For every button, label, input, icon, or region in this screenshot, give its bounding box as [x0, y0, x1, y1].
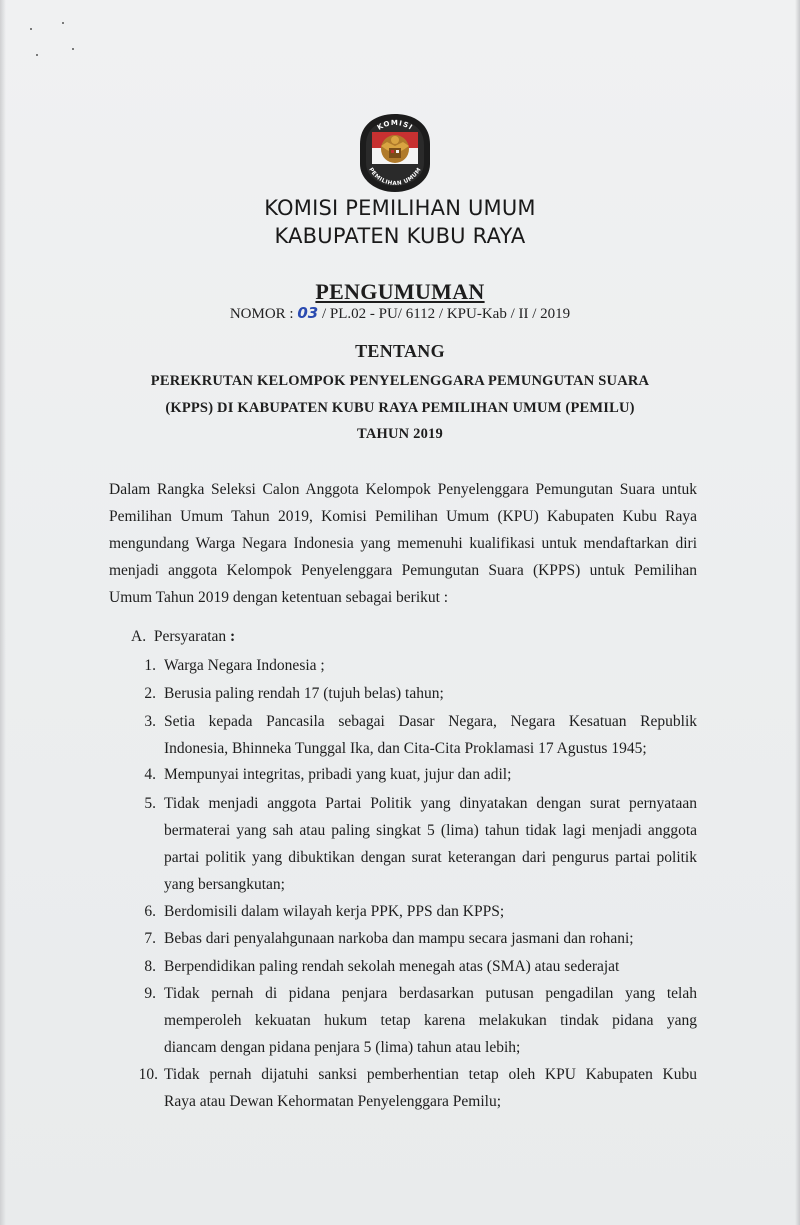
org-name-line2: KABUPATEN KUBU RAYA: [274, 224, 526, 248]
requirement-number: 7.: [144, 930, 156, 947]
requirement-number: 1.: [144, 657, 156, 674]
requirement-text: yang bersangkutan;: [164, 876, 285, 893]
requirement-number: 4.: [144, 766, 156, 783]
tentang-heading: TENTANG: [355, 341, 445, 361]
section-a-label: Persyaratan: [153, 628, 227, 645]
org-name-line1: KOMISI PEMILIHAN UMUM: [264, 196, 536, 220]
subject-line-3: TAHUN 2019: [357, 426, 443, 442]
requirement-number: 3.: [144, 713, 156, 730]
requirement-number: 9.: [144, 985, 156, 1002]
requirement-text: Tidak menjadi anggota Partai Politik yang dinyatakan dengan surat pernyataan: [164, 795, 697, 812]
requirement-text: Berdomisili dalam wilayah kerja PPK, PPS dan KPPS;: [164, 903, 505, 920]
requirement-text: memperoleh kekuatan hukum tetap karena melakukan tindak pidana yang: [164, 1012, 697, 1029]
requirement-number: 2.: [144, 685, 156, 702]
requirement-text: Bebas dari penyalahgunaan narkoba dan mampu secara jasmani dan rohani;: [164, 930, 634, 947]
logo-bottom-text: PEMILIHAN UMUM: [367, 166, 423, 188]
intro-line: Dalam Rangka Seleksi Calon Anggota Kelompok Penyelenggara Pemungutan Suara untuk: [109, 481, 697, 498]
kpu-logo: [356, 112, 434, 194]
requirement-text: Tidak pernah dijatuhi sanksi pemberhentian tetap oleh KPU Kabupaten Kubu: [164, 1066, 697, 1083]
document-number-prefix: NOMOR :: [229, 306, 298, 322]
section-a-letter: A.: [131, 628, 147, 645]
requirement-text: diancam dengan pidana penjara 5 (lima) tahun atau lebih;: [164, 1039, 521, 1056]
requirement-number: 6.: [144, 903, 156, 920]
document-number-suffix: / PL.02 - PU/ 6112 / KPU-Kab / II / 2019: [318, 306, 571, 322]
requirement-text: Warga Negara Indonesia ;: [164, 657, 325, 674]
document-number: [0, 304, 800, 323]
section-a-heading: [131, 628, 235, 646]
section-a-colon: :: [226, 628, 236, 645]
requirement-text: partai politik yang dibuktikan dengan surat keterangan dari pengurus partai politik: [164, 849, 697, 866]
requirement-text: Setia kepada Pancasila sebagai Dasar Negara, Negara Kesatuan Republik: [164, 713, 697, 730]
intro-line: mengundang Warga Negara Indonesia yang memenuhi kualifikasi untuk mendaftarkan diri: [109, 535, 697, 552]
announcement-title: PENGUMUMAN: [315, 279, 485, 304]
requirement-number: 5.: [144, 795, 156, 812]
requirement-text: Raya atau Dewan Kehormatan Penyelenggara Pemilu;: [164, 1093, 502, 1110]
requirement-text: Tidak pernah di pidana penjara berdasarkan putusan pengadilan yang telah: [164, 985, 697, 1002]
intro-line: Umum Tahun 2019 dengan ketentuan sebagai berikut :: [109, 589, 449, 606]
page-edge-shadow-left: [0, 0, 6, 1225]
requirement-text: Mempunyai integritas, pribadi yang kuat, jujur dan adil;: [164, 766, 512, 783]
requirement-number: 10.: [138, 1066, 158, 1083]
requirement-text: bermaterai yang sah atau paling singkat 5 (lima) tahun tidak lagi menjadi anggota: [164, 822, 697, 839]
requirement-text: Berusia paling rendah 17 (tujuh belas) tahun;: [164, 685, 444, 702]
subject-line-2: (KPPS) DI KABUPATEN KUBU RAYA PEMILIHAN UMUM (PEMILU): [165, 400, 635, 416]
requirement-number: 8.: [144, 958, 156, 975]
intro-line: Pemilihan Umum Tahun 2019, Komisi Pemilihan Umum (KPU) Kabupaten Kubu Raya: [109, 508, 697, 525]
requirement-text: Berpendidikan paling rendah sekolah menegah atas (SMA) atau sederajat: [164, 958, 620, 975]
intro-line: menjadi anggota Kelompok Penyelenggara Pemungutan Suara (KPPS) untuk Pemilihan: [109, 562, 697, 579]
subject-line-1: PEREKRUTAN KELOMPOK PENYELENGGARA PEMUNGUTAN SUARA: [150, 373, 650, 389]
requirement-text: Indonesia, Bhinneka Tunggal Ika, dan Cita-Cita Proklamasi 17 Agustus 1945;: [164, 740, 647, 757]
document-number-handwritten: 03: [297, 304, 319, 322]
logo-top-text: KOMISI: [375, 118, 415, 132]
page-edge-shadow-right: [795, 0, 800, 1225]
